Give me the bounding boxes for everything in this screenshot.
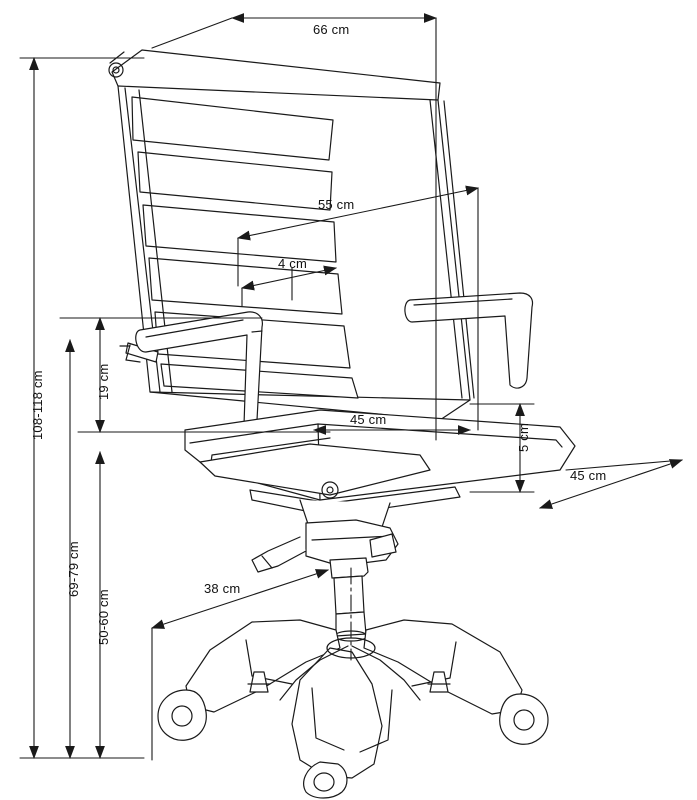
chair-base bbox=[158, 620, 548, 798]
dimension-label-armrest-gap: 4 cm bbox=[278, 256, 307, 271]
dimension-label-seat-depth: 45 cm bbox=[350, 412, 387, 427]
dimension-label-width-overall: 55 cm bbox=[318, 197, 355, 212]
dimension-label-armrest-height: 19 cm bbox=[96, 363, 111, 400]
dimension-label-base-span: 38 cm bbox=[204, 581, 241, 596]
dimension-label-seat-thickness: 5 cm bbox=[516, 423, 531, 452]
dimension-label-seat-width: 45 cm bbox=[570, 468, 607, 483]
gas-cylinder bbox=[330, 558, 368, 641]
dimension-label-depth-top: 66 cm bbox=[313, 22, 350, 37]
caster-wheel bbox=[158, 690, 206, 740]
caster-wheel bbox=[304, 762, 347, 798]
chair-backrest bbox=[109, 50, 474, 420]
dimension-label-total-height: 108-118 cm bbox=[30, 370, 45, 440]
chair-mechanism bbox=[252, 520, 398, 572]
dimension-label-back-height: 69-79 cm bbox=[66, 541, 81, 597]
caster-wheel bbox=[500, 694, 548, 744]
dimension-label-seat-height: 50-60 cm bbox=[96, 589, 111, 645]
